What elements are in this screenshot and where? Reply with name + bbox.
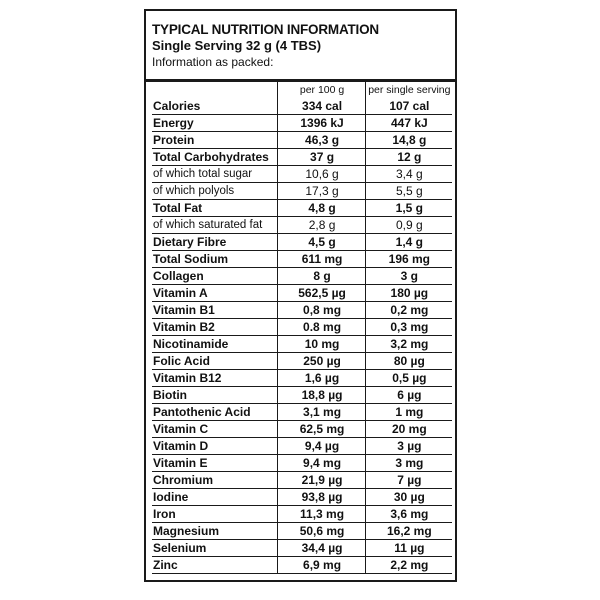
nutrient-name: Vitamin B2 xyxy=(152,319,278,336)
nutrient-name: of which saturated fat xyxy=(152,217,278,234)
value-per-100g: 8 g xyxy=(278,268,365,285)
nutrient-row xyxy=(152,166,452,183)
nutrient-row xyxy=(152,557,452,574)
value-per-100g: 2,8 g xyxy=(278,217,365,234)
label-header xyxy=(152,22,379,70)
value-per-serving: 1,4 g xyxy=(365,234,452,251)
nutrient-row xyxy=(152,336,452,353)
nutrient-name: Vitamin B12 xyxy=(152,370,278,387)
nutrient-row xyxy=(152,370,452,387)
nutrient-name: Total Fat xyxy=(152,200,278,217)
value-per-serving: 0,2 mg xyxy=(365,302,452,319)
nutrition-table xyxy=(152,82,452,574)
value-per-serving: 1 mg xyxy=(365,404,452,421)
value-per-serving: 80 µg xyxy=(365,353,452,370)
nutrient-row xyxy=(152,200,452,217)
nutrient-name: Collagen xyxy=(152,268,278,285)
value-per-serving: 11 µg xyxy=(365,540,452,557)
nutrient-row xyxy=(152,472,452,489)
value-per-serving: 0,5 µg xyxy=(365,370,452,387)
nutrient-row xyxy=(152,438,452,455)
value-per-100g: 9,4 µg xyxy=(278,438,365,455)
value-per-100g: 1,6 µg xyxy=(278,370,365,387)
value-per-100g: 10 mg xyxy=(278,336,365,353)
nutrient-row xyxy=(152,455,452,472)
nutrient-name: Chromium xyxy=(152,472,278,489)
nutrient-row xyxy=(152,132,452,149)
value-per-100g: 6,9 mg xyxy=(278,557,365,574)
nutrient-row xyxy=(152,319,452,336)
nutrient-name: Vitamin A xyxy=(152,285,278,302)
value-per-100g: 93,8 µg xyxy=(278,489,365,506)
nutrient-row xyxy=(152,217,452,234)
value-per-100g: 0,8 mg xyxy=(278,302,365,319)
value-per-serving: 3 mg xyxy=(365,455,452,472)
nutrient-row xyxy=(152,149,452,166)
nutrient-row xyxy=(152,421,452,438)
column-header-per-100g: per 100 g xyxy=(278,82,365,98)
value-per-100g: 46,3 g xyxy=(278,132,365,149)
nutrient-row xyxy=(152,268,452,285)
nutrient-row xyxy=(152,387,452,404)
nutrient-name: Total Sodium xyxy=(152,251,278,268)
nutrient-name: Protein xyxy=(152,132,278,149)
nutrient-name: Energy xyxy=(152,115,278,132)
value-per-serving: 3,2 mg xyxy=(365,336,452,353)
nutrient-name: Total Carbohydrates xyxy=(152,149,278,166)
value-per-serving: 20 mg xyxy=(365,421,452,438)
value-per-serving: 3 µg xyxy=(365,438,452,455)
value-per-serving: 30 µg xyxy=(365,489,452,506)
value-per-100g: 334 cal xyxy=(278,98,365,115)
column-header-per-serving: per single serving xyxy=(365,82,452,98)
nutrient-name: Vitamin C xyxy=(152,421,278,438)
nutrient-name: Vitamin D xyxy=(152,438,278,455)
value-per-100g: 10,6 g xyxy=(278,166,365,183)
nutrient-name: Zinc xyxy=(152,557,278,574)
value-per-100g: 562,5 µg xyxy=(278,285,365,302)
nutrition-rows xyxy=(152,98,452,574)
value-per-100g: 50,6 mg xyxy=(278,523,365,540)
serving-size: Single Serving 32 g (4 TBS) xyxy=(152,38,322,53)
column-header-row xyxy=(152,82,452,98)
nutrient-name: of which total sugar xyxy=(152,166,278,183)
value-per-serving: 107 cal xyxy=(365,98,452,115)
value-per-100g: 62,5 mg xyxy=(278,421,365,438)
nutrient-row xyxy=(152,353,452,370)
nutrient-name: Pantothenic Acid xyxy=(152,404,278,421)
nutrient-row xyxy=(152,115,452,132)
nutrition-label xyxy=(144,9,457,582)
value-per-serving: 14,8 g xyxy=(365,132,452,149)
value-per-100g: 4,5 g xyxy=(278,234,365,251)
value-per-serving: 0,3 mg xyxy=(365,319,452,336)
value-per-100g: 9,4 mg xyxy=(278,455,365,472)
nutrient-name: Biotin xyxy=(152,387,278,404)
value-per-100g: 1396 kJ xyxy=(278,115,365,132)
nutrient-name: Iodine xyxy=(152,489,278,506)
nutrient-name: Iron xyxy=(152,506,278,523)
nutrient-name: Vitamin B1 xyxy=(152,302,278,319)
value-per-serving: 6 µg xyxy=(365,387,452,404)
value-per-serving: 7 µg xyxy=(365,472,452,489)
value-per-100g: 34,4 µg xyxy=(278,540,365,557)
value-per-100g: 3,1 mg xyxy=(278,404,365,421)
value-per-100g: 21,9 µg xyxy=(278,472,365,489)
label-title: TYPICAL NUTRITION INFORMATION xyxy=(152,22,379,37)
value-per-serving: 0,9 g xyxy=(365,217,452,234)
nutrient-row xyxy=(152,98,452,115)
nutrient-name: Dietary Fibre xyxy=(152,234,278,251)
value-per-serving: 180 µg xyxy=(365,285,452,302)
nutrient-row xyxy=(152,302,452,319)
value-per-100g: 18,8 µg xyxy=(278,387,365,404)
nutrient-name: Nicotinamide xyxy=(152,336,278,353)
nutrient-row xyxy=(152,234,452,251)
value-per-serving: 447 kJ xyxy=(365,115,452,132)
nutrient-row xyxy=(152,183,452,200)
nutrient-row xyxy=(152,251,452,268)
value-per-100g: 11,3 mg xyxy=(278,506,365,523)
value-per-100g: 250 µg xyxy=(278,353,365,370)
value-per-100g: 37 g xyxy=(278,149,365,166)
value-per-100g: 17,3 g xyxy=(278,183,365,200)
nutrient-row xyxy=(152,506,452,523)
value-per-serving: 3,4 g xyxy=(365,166,452,183)
nutrient-name: Folic Acid xyxy=(152,353,278,370)
value-per-serving: 16,2 mg xyxy=(365,523,452,540)
column-header-nutrient xyxy=(152,82,278,98)
packed-note: Information as packed: xyxy=(152,55,274,69)
value-per-serving: 3,6 mg xyxy=(365,506,452,523)
value-per-serving: 196 mg xyxy=(365,251,452,268)
value-per-serving: 3 g xyxy=(365,268,452,285)
value-per-serving: 5,5 g xyxy=(365,183,452,200)
nutrient-row xyxy=(152,404,452,421)
nutrient-name: Magnesium xyxy=(152,523,278,540)
value-per-100g: 0.8 mg xyxy=(278,319,365,336)
value-per-serving: 1,5 g xyxy=(365,200,452,217)
value-per-100g: 611 mg xyxy=(278,251,365,268)
value-per-100g: 4,8 g xyxy=(278,200,365,217)
nutrient-row xyxy=(152,489,452,506)
nutrient-row xyxy=(152,540,452,557)
nutrient-name: Selenium xyxy=(152,540,278,557)
nutrient-row xyxy=(152,285,452,302)
nutrient-name: of which polyols xyxy=(152,183,278,200)
nutrient-name: Calories xyxy=(152,98,278,115)
value-per-serving: 2,2 mg xyxy=(365,557,452,574)
nutrient-row xyxy=(152,523,452,540)
nutrient-name: Vitamin E xyxy=(152,455,278,472)
value-per-serving: 12 g xyxy=(365,149,452,166)
